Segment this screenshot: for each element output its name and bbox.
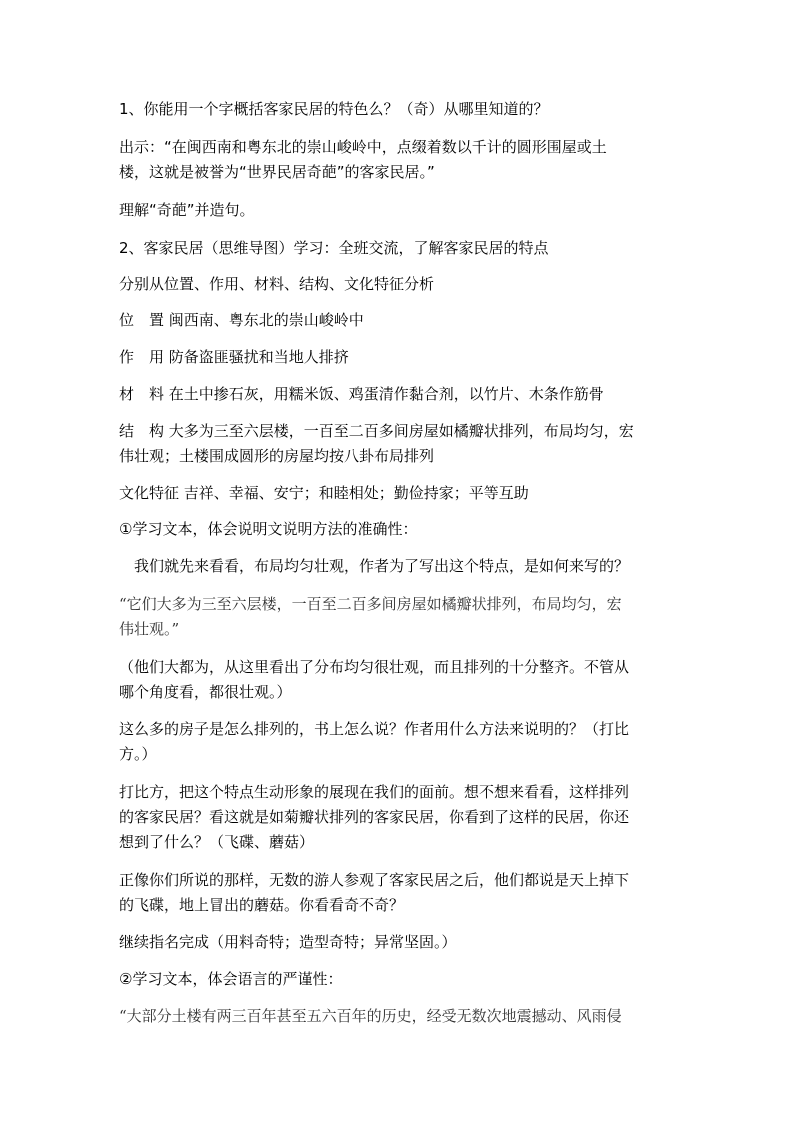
row-structure [119, 418, 634, 444]
label-culture: 文化特征 [119, 484, 180, 502]
method-line-1: 这么多的房子是怎么排列的，书上怎么说？作者用什么方法来说明的？（打比 [119, 720, 630, 738]
answer-line-1: （他们大都为，从这里看出了分布均匀很壮观，而且排列的十分整齐。不管从 [119, 658, 630, 676]
teacher-prompt: 我们就先来看看，布局均匀壮观，作者为了写出这个特点，是如何来写的？ [134, 557, 630, 575]
explain-line: 理解“奇葩”并造句。 [119, 201, 255, 219]
label-structure: 结 构 [119, 422, 165, 440]
row-position [119, 307, 364, 333]
citation-2-line-1: “大部分土楼有两三百年甚至五六百年的历史，经受无数次地震撼动、风雨侵 [119, 1007, 622, 1025]
label-position: 位 置 [119, 311, 165, 329]
quote-line-2: 楼，这就是被誉为“世界民居奇葩”的客家民居。” [119, 163, 435, 181]
label-function: 作 用 [119, 348, 165, 366]
value-function: 防备盗匪骚扰和当地人排挤 [168, 348, 349, 366]
method-line-2: 方。） [119, 745, 157, 763]
value-position: 闽西南、粤东北的崇山峻岭中 [168, 311, 364, 329]
section-2-heading: ②学习文本，体会语言的严谨性： [119, 970, 343, 988]
continue-line: 继续指名完成（用料奇特；造型奇特；异常坚固。） [119, 933, 457, 951]
value-structure: 大多为三至六层楼，一百至二百多间房屋如橘瓣状排列，布局均匀，宏 [168, 422, 634, 440]
question-1: 1、你能用一个字概括客家民居的特色么？（奇）从哪里知道的？ [119, 100, 549, 118]
quote-line-1: 出示：“在闽西南和粤东北的崇山峻岭中，点缀着数以千计的圆形围屋或土 [119, 138, 607, 156]
section-1-heading: ①学习文本，体会说明文说明方法的准确性： [119, 520, 418, 538]
tourist-line-2: 的飞碟，地上冒出的蘑菇。你看看奇不奇？ [119, 896, 405, 914]
row-culture [119, 480, 529, 506]
value-material: 在土中掺石灰，用糯米饭、鸡蛋清作黏合剂，以竹片、木条作筋骨 [168, 385, 604, 403]
citation-line-1: “它们大多为三至六层楼，一百至二百多间房屋如橘瓣状排列，布局均匀，宏 [119, 595, 622, 613]
answer-line-2: 哪个角度看，都很壮观。） [119, 683, 292, 701]
analysis-intro: 分别从位置、作用、材料、结构、文化特征分析 [119, 275, 435, 293]
citation-line-2: 伟壮观。” [119, 620, 180, 638]
row-material [119, 381, 604, 407]
tourist-line-1: 正像你们所说的那样，无数的游人参观了客家民居之后，他们都说是天上掉下 [119, 871, 630, 889]
question-2: 2、客家民居（思维导图）学习：全班交流，了解客家民居的特点 [119, 239, 549, 257]
metaphor-line-3: 想到了什么？（飞碟、蘑菇） [119, 833, 315, 851]
value-culture: 吉祥、幸福、安宁；和睦相处；勤俭持家；平等互助 [183, 484, 529, 502]
row-structure-cont: 伟壮观；土楼围成圆形的房屋均按八卦布局排列 [119, 447, 435, 465]
row-function [119, 344, 349, 370]
label-material: 材 料 [119, 385, 165, 403]
metaphor-line-1: 打比方，把这个特点生动形象的展现在我们的面前。想不想来看看，这样排列 [119, 783, 630, 801]
metaphor-line-2: 的客家民居？看这就是如菊瓣状排列的客家民居，你看到了这样的民居，你还 [119, 808, 630, 826]
